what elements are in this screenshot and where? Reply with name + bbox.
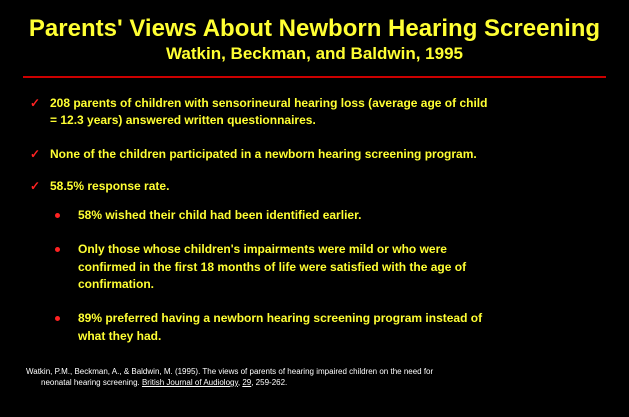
citation-pages: , 259-262. [251, 378, 288, 387]
slide-title: Parents' Views About Newborn Hearing Screening [28, 15, 601, 42]
subbullet-text [78, 207, 598, 225]
subbullet-line: Only those whose children's impairments were mild or who were [78, 242, 447, 256]
citation [26, 366, 586, 388]
subbullet-line: confirmed in the first 18 months of life were satisfied with the age of [78, 259, 467, 274]
red-dot-icon [55, 247, 60, 252]
citation-line [26, 377, 586, 388]
subbullet-text [78, 241, 598, 294]
subbullet-line: 89% preferred having a newborn hearing screening program instead of [78, 311, 483, 325]
bullet-text [50, 146, 590, 163]
bullet-text [50, 178, 590, 195]
bullet-line: None of the children participated in a newborn hearing screening program. [50, 147, 477, 161]
red-dot-icon [55, 316, 60, 321]
subbullet-text [78, 310, 598, 345]
citation-volume: 29 [242, 378, 252, 387]
slide-subtitle: Watkin, Beckman, and Baldwin, 1995 [166, 44, 463, 63]
checkmark-icon: ✓ [30, 96, 41, 110]
bullet-line: 208 parents of children with sensorineural hearing loss (average age of child [50, 96, 488, 110]
bullet-line: 58.5% response rate. [50, 179, 170, 193]
bullet-text [50, 95, 590, 129]
red-dot-icon [55, 213, 60, 218]
checkmark-icon: ✓ [30, 147, 41, 161]
title-divider [23, 76, 606, 78]
citation-title: neonatal hearing screening. [41, 378, 142, 387]
checkmark-icon: ✓ [30, 179, 41, 193]
subbullet-line: 58% wished their child had been identified earlier. [78, 208, 362, 222]
citation-journal: British Journal of Audiology [141, 378, 238, 387]
citation-separator: , [237, 378, 243, 387]
subbullet-line: confirmation. [78, 277, 155, 291]
citation-line: Watkin, P.M., Beckman, A., & Baldwin, M. (1995). The views of parents of hearing impaired children on the need for [26, 367, 434, 376]
bullet-line: = 12.3 years) answered written questionnaires. [50, 113, 316, 127]
subbullet-line: what they had. [78, 328, 162, 343]
